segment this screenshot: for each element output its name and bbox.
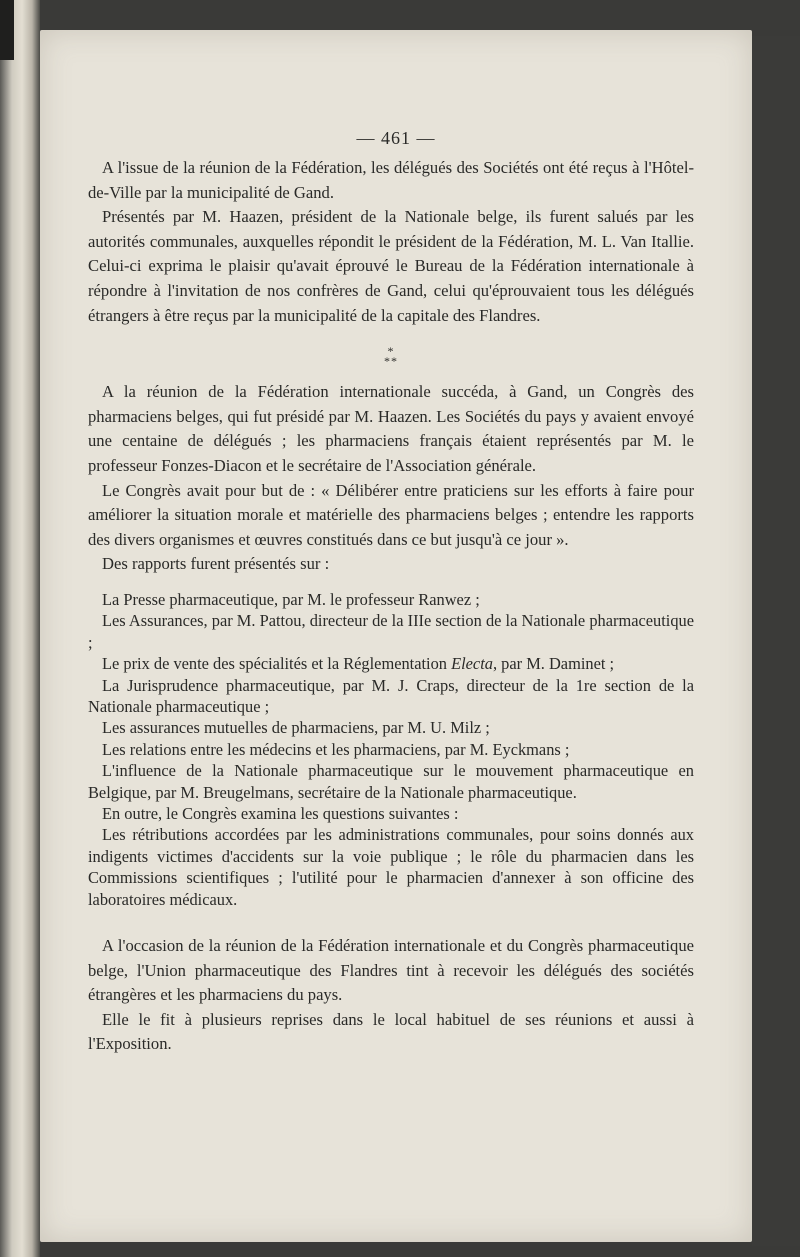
report-item — [88, 653, 694, 674]
page-body — [88, 156, 694, 1057]
binding-shadow — [0, 0, 14, 60]
report-text: , par M. Daminet ; — [492, 654, 615, 674]
paragraph-reports-intro: Des rapports furent présentés sur : — [102, 554, 330, 574]
questions-list: Les rétributions accordées par les administrations communales, pour soins donnés aux indigents victimes d'accidents sur la voie publique ; le rôle du pharmacien dans les Commissions scientifiques ; l'utilité pour le pharmacien d'annexer à son officine des laboratoires médicaux. — [88, 825, 694, 909]
paragraph-congress-goal: Le Congrès avait pour but de : « Délibérer entre praticiens sur les efforts à faire pour améliorer la situation morale et matérielle des pharmaciens belges ; entendre les rapports des divers organismes et œuvres constitués dans ce but jusqu'à ce jour ». — [88, 480, 694, 549]
asterism-top: * — [387, 344, 395, 359]
background-edge — [752, 36, 800, 1246]
reports-list — [88, 589, 694, 910]
report-item: La Presse pharmaceutique, par M. le professeur Ranwez ; — [102, 589, 480, 609]
report-item: La Jurisprudence pharmaceutique, par M. J. Craps, directeur de la 1re section de la Nationale pharmaceutique ; — [88, 675, 694, 716]
report-text: Le prix de vente des spécialités et la Réglementation — [102, 654, 452, 674]
paragraph-speeches: Présentés par M. Haazen, président de la Nationale belge, ils furent salués par les autorités communales, auxquelles répondit le président de la Fédération, M. L. Van Itallie. Celui-ci exprima le plaisir qu'avait éprouvé le Bureau de la Fédération internationale à répondre à l'invitation de nos confrères de Gand, celui qu'éprouvaient tous les délégués étrangers à être reçus par la municipalité de la capitale des Flandres. — [88, 207, 694, 325]
paragraph-exposition: Elle le fit à plusieurs reprises dans le local habituel de ses réunions et aussi à l'Exposition. — [88, 1009, 694, 1054]
page-number: — 461 — — [356, 128, 436, 148]
report-item: Les assurances mutuelles de pharmaciens, par M. U. Milz ; — [102, 718, 490, 738]
questions-intro: En outre, le Congrès examina les questions suivantes : — [102, 803, 459, 823]
facing-page-edge — [0, 0, 40, 1257]
report-item: Les Assurances, par M. Pattou, directeur de la IIIe section de la Nationale pharmaceutique ; — [88, 611, 694, 652]
paragraph-reception: A l'issue de la réunion de la Fédération, les délégués des Sociétés ont été reçus à l'Hôtel-de-Ville par la municipalité de Gand. — [88, 158, 694, 202]
asterism-bottom: ** — [384, 354, 398, 369]
section-asterism — [88, 328, 694, 380]
report-italic-title: Electa — [451, 654, 493, 674]
paragraph-congress: A la réunion de la Fédération internationale succéda, à Gand, un Congrès des pharmaciens belges, qui fut présidé par M. Haazen. Les Sociétés du pays y avaient envoyé une centaine de délégués ; les pharmaciens français étaient représentés par M. le professeur Fonzes-Diacon et le secrétaire de l'Association générale. — [88, 382, 694, 475]
scanned-page — [40, 30, 752, 1242]
report-item: L'influence de la Nationale pharmaceutique sur le mouvement pharmaceutique en Belgique, par M. Breugelmans, secrétaire de la Nationale pharmaceutique. — [88, 761, 694, 802]
report-item: Les relations entre les médecins et les pharmaciens, par M. Eyckmans ; — [102, 739, 570, 759]
paragraph-union-reception: A l'occasion de la réunion de la Fédération internationale et du Congrès pharmaceutique belge, l'Union pharmaceutique des Flandres tint à recevoir les délégués des sociétés étrangères et les pharmaciens du pays. — [88, 936, 694, 1005]
